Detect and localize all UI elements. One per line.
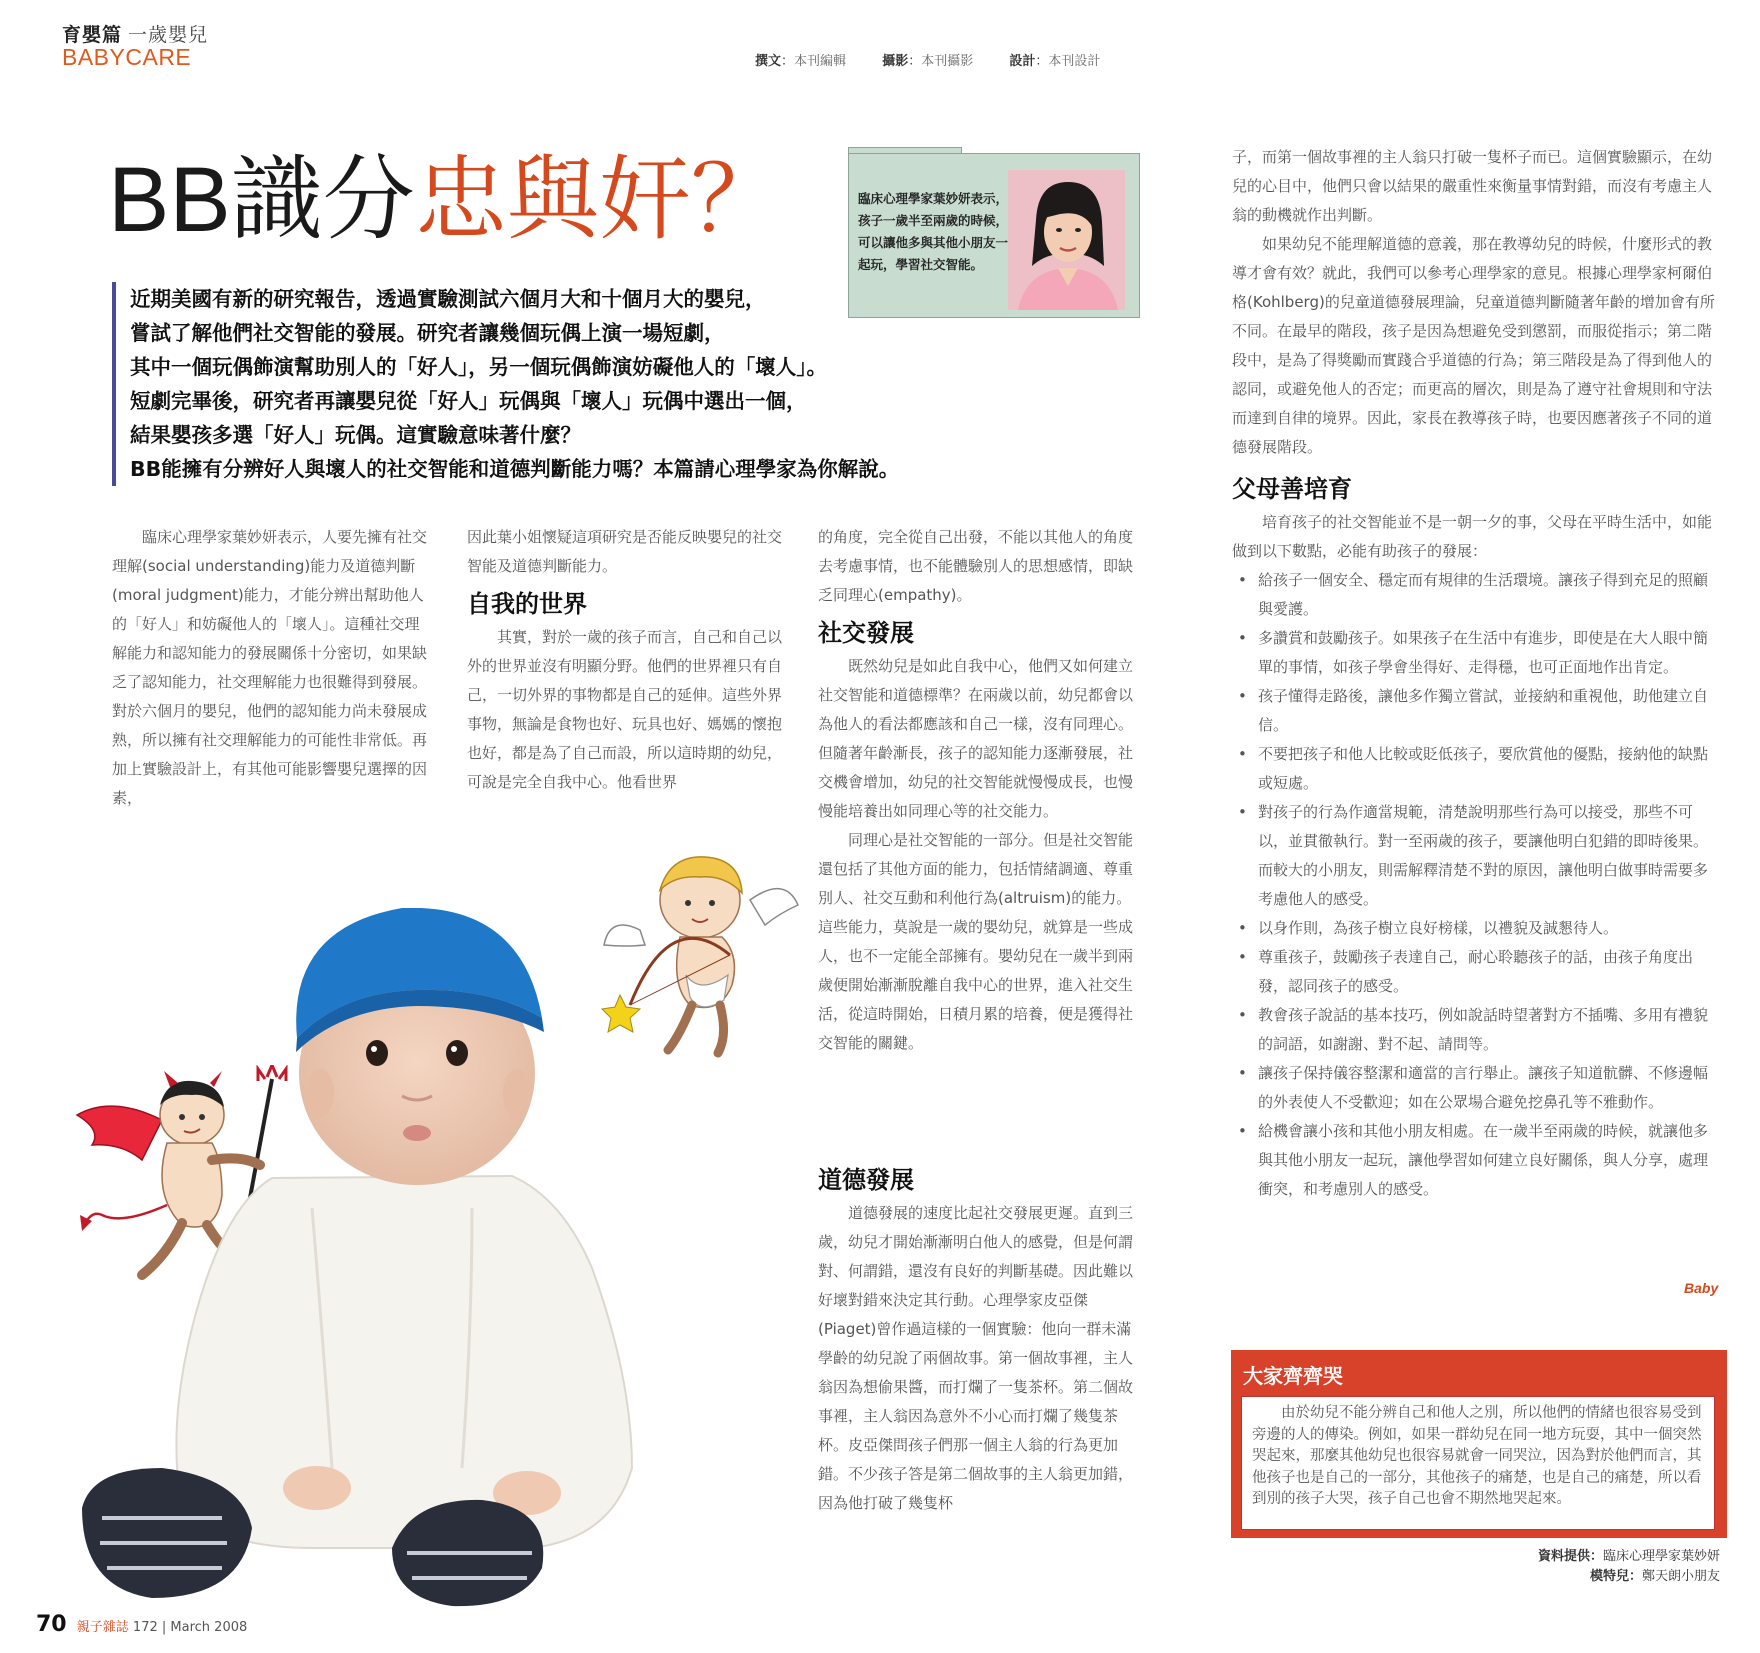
- list-item: • 不要把孩子和他人比較或貶低孩子，要欣賞他的優點，接納他的缺點或短處。: [1232, 740, 1722, 798]
- source-credits: [1380, 1547, 1720, 1587]
- credit-design: 本刊設計: [1048, 54, 1101, 69]
- body-paragraph: 子，而第一個故事裡的主人翁只打破一隻杯子而已。這個實驗顯示，在幼兒的心目中，他們只會以結果的嚴重性來衡量事情對錯，而沒有考慮主人翁的動機就作出判斷。: [1232, 148, 1713, 224]
- baby-photo: [72, 908, 712, 1608]
- article-column-3-lower: [818, 1157, 1134, 1518]
- article-column-3: [818, 523, 1134, 1058]
- body-paragraph: 如果幼兒不能理解道德的意義，那在教導幼兒的時候，什麼形式的教導才會有效？就此，我們可以參考心理學家的意見。根據心理學家柯爾伯格(Kohlberg)的兒童道德發展理論，兒童道德判斷隨著年齡的增加會有所不同。在最早的階段，孩子是因為想避免受到懲罰，而服從指示；第二階段中，是為了得獎勵而實踐合乎道德的行為；第三階段是為了得到他人的認同，或避免他人的否定；而更高的層次，則是為了遵守社會規則和守法而達到自律的境界。因此，家長在教導孩子時，也要因應著孩子不同的道德發展階段。: [1232, 235, 1715, 456]
- credit-writer-label: 撰文: [755, 54, 782, 69]
- credit-photo-label: 攝影: [882, 54, 909, 69]
- sidebar-text: 由於幼兒不能分辨自己和他人之別，所以他們的情緒也很容易受到旁邊的人的傳染。例如，如果一群幼兒在同一地方玩耍，其中一個突然哭起來，那麼其他幼兒也很容易就會一同哭泣，因為對於他們而言，其他孩子也是自己的一部分，其他孩子的痛楚，也是自己的痛楚，所以看到別的孩子大哭，孩子自己也會不期然地哭起來。: [1252, 1405, 1702, 1507]
- issue-date: March 2008: [170, 1620, 248, 1635]
- page-footer: [36, 1612, 247, 1637]
- body-paragraph: 同理心是社交智能的一部分。但是社交智能還包括了其他方面的能力，包括情緒調適、尊重別人、社交互動和利他行為(altruism)的能力。這些能力，莫說是一歲的嬰幼兒，就算是一些成人，也不一定能全部擁有。嬰幼兒在一歲半到兩歲便開始漸漸脫離自我中心的世界，進入社交生活，從這時開始，日積月累的培養，便是獲得社交智能的關鍵。: [818, 831, 1134, 1052]
- model-info-value: 鄭天朗小朋友: [1641, 1569, 1720, 1584]
- heading-moral-development: 道德發展: [818, 1166, 914, 1194]
- body-paragraph: 培育孩子的社交智能並不是一朝一夕的事，父母在平時生活中，如能做到以下數點，必能有助孩子的發展：: [1232, 513, 1713, 560]
- model-info-label: 模特兒：: [1589, 1569, 1642, 1584]
- headline-part2: 忠與奸？: [414, 149, 783, 251]
- source-info: [1380, 1547, 1720, 1567]
- expert-photo: [1008, 170, 1125, 310]
- section-subcategory: 一歲嬰兒: [128, 24, 209, 46]
- intro-line: 近期美國有新的研究報告，透過實驗測試六個月大和十個月大的嬰兒，: [130, 287, 766, 311]
- heading-self-world: 自我的世界: [467, 590, 587, 618]
- article-signature: Baby: [1684, 1280, 1719, 1296]
- sidebar-box: [1231, 1350, 1727, 1538]
- expert-caption: 臨床心理學家葉妙妍表示，孩子一歲半至兩歲的時候，可以讓他多與其他小朋友一起玩，學習社交智能。: [858, 191, 1009, 272]
- intro-paragraph: [112, 282, 990, 486]
- section-category-label: 育嬰篇: [62, 24, 123, 46]
- list-item: • 給機會讓小孩和其他小朋友相處。在一歲半至兩歲的時候，就讓他多與其他小朋友一起玩，讓他學習如何建立良好關係，與人分享，處理衝突，和考慮別人的感受。: [1232, 1117, 1722, 1204]
- article-column-2: [467, 523, 783, 797]
- article-column-4: [1232, 143, 1722, 1204]
- headline: [108, 150, 783, 250]
- body-paragraph: 其實，對於一歲的孩子而言，自己和自己以外的世界並沒有明顯分野。他們的世界裡只有自己，一切外界的事物都是自己的延伸。這些外界事物，無論是食物也好、玩具也好、媽媽的懷抱也好，都是為了自己而設，所以這時期的幼兒，可說是完全自我中心。他看世界: [467, 628, 783, 791]
- intro-line: BB能擁有分辨好人與壞人的社交智能和道德判斷能力嗎？本篇請心理學家為你解說。: [130, 457, 900, 481]
- list-item: • 多讚賞和鼓勵孩子。如果孩子在生活中有進步，即使是在大人眼中簡單的事情，如孩子學會坐得好、走得穩，也可正面地作出肯定。: [1232, 624, 1722, 682]
- article-column-1: [112, 523, 428, 813]
- list-item: • 讓孩子保持儀容整潔和適當的言行舉止。讓孩子知道骯髒、不修邊幅的外表使人不受歡迎；如在公眾場合避免挖鼻孔等不雅動作。: [1232, 1059, 1722, 1117]
- credit-design-label: 設計: [1009, 54, 1036, 69]
- sidebar-body: [1241, 1396, 1715, 1530]
- credit-photo: 本刊攝影: [921, 54, 974, 69]
- intro-line: 嘗試了解他們社交智能的發展。研究者讓幾個玩偶上演一場短劇，: [130, 321, 725, 345]
- list-item: • 對孩子的行為作適當規範，清楚說明那些行為可以接受，那些不可以，並貫徹執行。對一至兩歲的孩子，要讓他明白犯錯的即時後果。而較大的小朋友，則需解釋清楚不對的原因，讓他明白做事時需要多考慮他人的感受。: [1232, 798, 1722, 914]
- intro-line: 其中一個玩偶飾演幫助別人的「好人」，另一個玩偶飾演妨礙他人的「壞人」。: [130, 355, 827, 379]
- body-paragraph: 既然幼兒是如此自我中心，他們又如何建立社交智能和道德標準？在兩歲以前，幼兒都會以為他人的看法都應該和自己一樣，沒有同理心。但隨著年齡漸長，孩子的認知能力逐漸發展，社交機會增加，幼兒的社交智能就慢慢成長，也慢慢能培養出如同理心等的社交能力。: [818, 657, 1134, 820]
- source-info-label: 資料提供：: [1537, 1549, 1603, 1564]
- credit-writer: 本刊編輯: [794, 54, 847, 69]
- body-paragraph: 的角度，完全從自己出發，不能以其他人的角度去考慮事情，也不能體驗別人的思想感情，即缺乏同理心(empathy)。: [818, 528, 1134, 604]
- issue-number: 172: [132, 1620, 158, 1635]
- model-info: [1380, 1567, 1720, 1587]
- heading-parenting: 父母善培育: [1232, 475, 1352, 503]
- body-paragraph: 臨床心理學家葉妙妍表示，人要先擁有社交理解(social understanding)能力及道德判斷(moral judgment)能力，才能分辨出幫助他人的「好人」和妨礙他人的「壞人」。這種社交理解能力和認知能力的發展關係十分密切，如果缺乏了認知能力，社交理解能力也很難得到發展。對於六個月的嬰兒，他們的認知能力尚未發展成熟，所以擁有社交理解能力的可能性非常低。再加上實驗設計上，有其他可能影響嬰兒選擇的因素，: [112, 528, 428, 807]
- tips-list: [1232, 566, 1722, 1204]
- section-category: [62, 20, 208, 47]
- sidebar-title: 大家齊齊哭: [1243, 1364, 1343, 1388]
- headline-part1: BB識分: [108, 149, 415, 251]
- list-item: • 以身作則，為孩子樹立良好榜樣，以禮貌及誠懇待人。: [1232, 914, 1722, 943]
- intro-line: 結果嬰孩多選「好人」玩偶。這實驗意味著什麼？: [130, 423, 581, 447]
- list-item: • 孩子懂得走路後，讓他多作獨立嘗試，並接納和重視他，助他建立自信。: [1232, 682, 1722, 740]
- body-paragraph: 因此葉小姐懷疑這項研究是否能反映嬰兒的社交智能及道德判斷能力。: [467, 528, 783, 575]
- intro-line: 短劇完畢後，研究者再讓嬰兒從「好人」玩偶與「壞人」玩偶中選出一個，: [130, 389, 807, 413]
- source-info-value: 臨床心理學家葉妙妍: [1602, 1549, 1720, 1564]
- credits: 撰文：本刊編輯 攝影：本刊攝影 設計：本刊設計: [755, 54, 1101, 69]
- body-paragraph: 道德發展的速度比起社交發展更遲。直到三歲，幼兒才開始漸漸明白他人的感覺，但是何謂對、何謂錯，還沒有良好的判斷基礎。因此難以好壞對錯來決定其行動。心理學家皮亞傑(Piaget)曾作過這樣的一個實驗：他向一群未滿學齡的幼兒說了兩個故事。第一個故事裡，主人翁因為想偷果醬，而打爛了一隻茶杯。第二個故事裡，主人翁因為意外不小心而打爛了幾隻茶杯。皮亞傑問孩子們那一個主人翁的行為更加錯。不少孩子答是第二個故事的主人翁更加錯，因為他打破了幾隻杯: [818, 1204, 1134, 1512]
- heading-social-development: 社交發展: [818, 619, 914, 647]
- page-number: 70: [36, 1612, 67, 1637]
- magazine-name: 親子雜誌: [76, 1620, 129, 1635]
- list-item: • 給孩子一個安全、穩定而有規律的生活環境。讓孩子得到充足的照顧與愛護。: [1232, 566, 1722, 624]
- list-item: • 尊重孩子，鼓勵孩子表達自己，耐心聆聽孩子的話，由孩子角度出發，認同孩子的感受。: [1232, 943, 1722, 1001]
- footer-divider: |: [161, 1620, 171, 1635]
- list-item: • 教會孩子說話的基本技巧，例如說話時望著對方不插嘴、多用有禮貌的詞語，如謝謝、對不起、請問等。: [1232, 1001, 1722, 1059]
- section-english: BABYCARE: [62, 44, 192, 70]
